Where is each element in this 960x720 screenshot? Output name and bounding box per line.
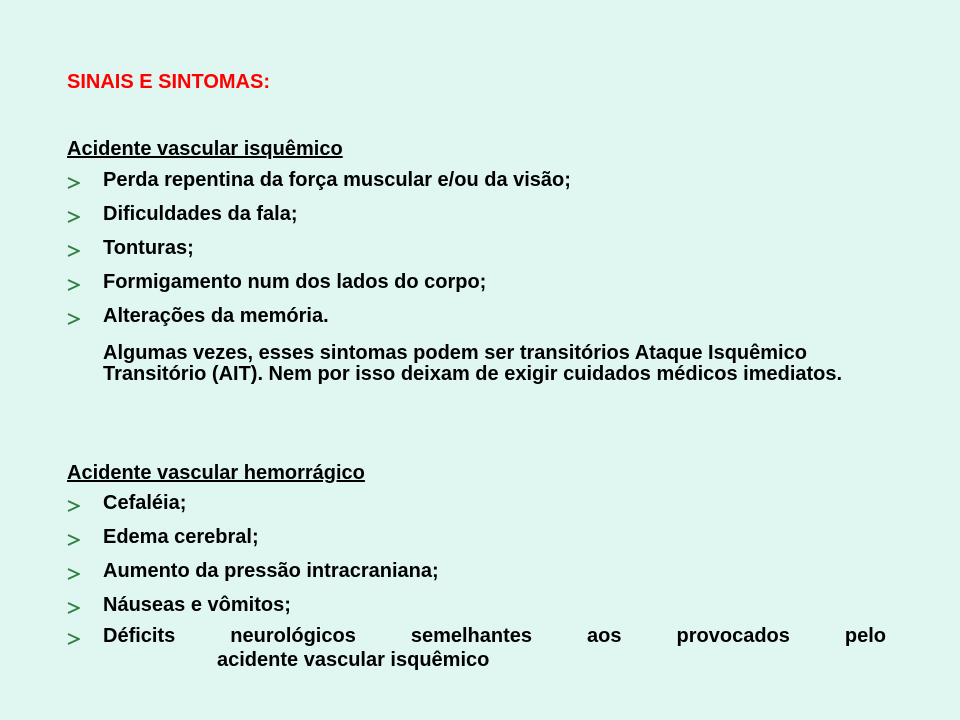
arrowhead-bullet-icon — [67, 500, 80, 512]
bullet-text: Náuseas e vômitos; — [103, 594, 291, 616]
bullet-text-line-2: acidente vascular isquêmico — [217, 649, 490, 671]
arrowhead-bullet-icon — [67, 633, 80, 645]
arrowhead-bullet-icon — [67, 313, 80, 325]
bullet-text: Perda repentina da força muscular e/ou da visão; — [103, 169, 571, 191]
arrowhead-bullet-icon — [67, 568, 80, 580]
arrowhead-bullet-icon — [67, 245, 80, 257]
arrowhead-bullet-icon — [67, 279, 80, 291]
bullet-text-line-1: Déficits neurológicos semelhantes aos provocados pelo — [103, 625, 886, 647]
arrowhead-bullet-icon — [67, 602, 80, 614]
arrowhead-bullet-icon — [67, 211, 80, 223]
bullet-text: Edema cerebral; — [103, 526, 259, 548]
slide-title: SINAIS E SINTOMAS: — [67, 71, 270, 93]
transient-symptoms-note: Algumas vezes, esses sintomas podem ser transitórios Ataque Isquêmico Transitório (AIT). Nem por isso deixam de exigir cuidados médicos imediatos. — [103, 342, 843, 385]
section-heading-ischemic: Acidente vascular isquêmico — [67, 138, 343, 160]
arrowhead-bullet-icon — [67, 177, 80, 189]
bullet-text: Dificuldades da fala; — [103, 203, 298, 225]
section-heading-hemorrhagic: Acidente vascular hemorrágico — [67, 462, 365, 484]
arrowhead-bullet-icon — [67, 534, 80, 546]
bullet-text: Formigamento num dos lados do corpo; — [103, 271, 487, 293]
bullet-text: Aumento da pressão intracraniana; — [103, 560, 439, 582]
bullet-text: Alterações da memória. — [103, 305, 329, 327]
bullet-text: Tonturas; — [103, 237, 194, 259]
bullet-text: Cefaléia; — [103, 492, 187, 514]
list-item — [67, 624, 897, 672]
